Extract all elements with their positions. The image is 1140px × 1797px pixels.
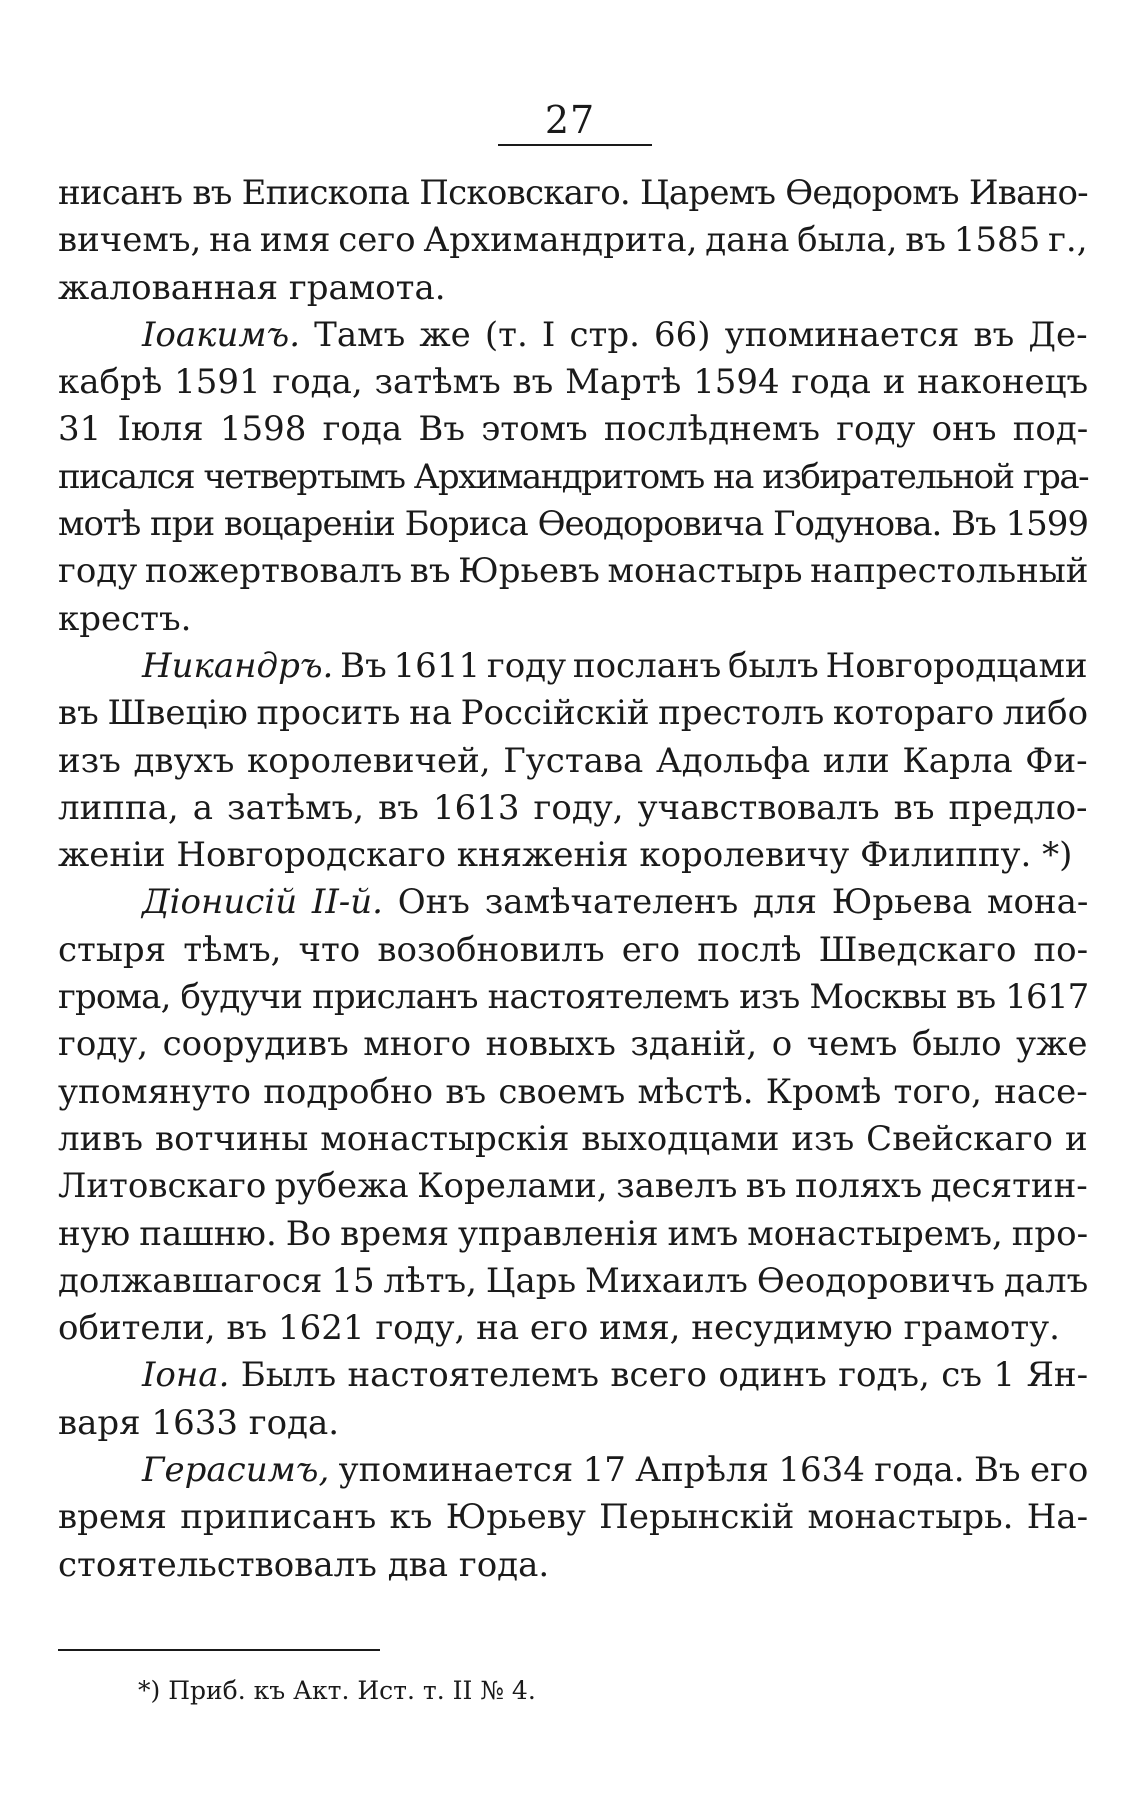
page-number: 27 <box>544 98 596 142</box>
line-rest: Тамъ же (т. I стр. 66) упоминается въ Де- <box>300 314 1088 355</box>
paragraph-iona <box>58 1352 1088 1447</box>
line-rest: Былъ настоятелемъ всего одинъ годъ, съ 1 Ян- <box>229 1355 1089 1396</box>
text-line: должавшагося 15 лѣтъ, Царь Михаилъ Ѳеодоровичъ далъ <box>58 1260 1089 1301</box>
main-text <box>58 170 1088 1589</box>
paragraph-dionisiy <box>58 879 1088 1352</box>
text-line <box>142 1352 1088 1399</box>
text-line: упомянуто подробно въ своемъ мѣстѣ. Кромѣ того, насе- <box>58 1071 1088 1112</box>
text-line: мотѣ при воцареніи Бориса Ѳеодоровича Годунова. Въ 1599 <box>58 504 1089 545</box>
line-rest: Онъ замѣчателенъ для Юрьева мона- <box>382 882 1089 923</box>
text-line: году пожертвовалъ въ Юрьевъ монастырь напрестольный <box>58 551 1089 592</box>
abbot-name: Іоакимъ. <box>142 314 301 355</box>
text-line <box>142 879 1088 926</box>
text-line <box>142 643 1088 690</box>
paragraph-nikandr <box>58 643 1088 879</box>
text-line: вичемъ, на имя сего Архимандрита, дана была, въ 1585 г., <box>58 220 1088 261</box>
abbot-name: Никандръ. <box>142 645 334 686</box>
text-line: ную пашню. Во время управленія имъ монастыремъ, про- <box>58 1213 1089 1254</box>
text-line: липпа, а затѣмъ, въ 1613 году, учавствовалъ въ предло- <box>58 787 1088 828</box>
text-line: кабрѣ 1591 года, затѣмъ въ Мартѣ 1594 года и наконецъ <box>58 362 1089 403</box>
text-line: жалованная грамота. <box>58 267 446 308</box>
text-line: году, соорудивъ много новыхъ зданій, о чемъ было уже <box>58 1024 1088 1065</box>
text-line <box>142 312 1088 359</box>
paragraph-continuation <box>58 170 1088 312</box>
text-line: грома, будучи присланъ настоятелемъ изъ Москвы въ 1617 <box>58 977 1089 1018</box>
text-line: женіи Новгородскаго княженія королевичу Филиппу. *) <box>58 835 1073 876</box>
line-rest: упоминается 17 Апрѣля 1634 года. Въ его <box>329 1450 1089 1491</box>
text-line <box>142 1447 1088 1494</box>
paragraph-ioakim <box>58 312 1088 643</box>
text-line: 31 Іюля 1598 года Въ этомъ послѣднемъ году онъ под- <box>58 409 1089 450</box>
line-rest: Въ 1611 году посланъ былъ Новгородцами <box>333 645 1088 686</box>
text-line: нисанъ въ Епископа Псковскаго. Царемъ Ѳедоромъ Ивано- <box>58 173 1088 213</box>
abbot-name: Діонисій II-й. <box>142 882 383 923</box>
text-line: писался четвертымъ Архимандритомъ на избирательной гра- <box>58 456 1089 497</box>
text-line: Литовскаго рубежа Корелами, завелъ въ поляхъ десятин- <box>58 1166 1088 1207</box>
text-line: обители, въ 1621 году, на его имя, несудимую грамоту. <box>58 1308 1060 1349</box>
header-rule <box>498 144 652 146</box>
text-line: стоятельствовалъ два года. <box>58 1544 550 1585</box>
footnote: *) Приб. къ Акт. Ист. т. II № 4. <box>138 1676 536 1705</box>
text-line: варя 1633 года. <box>58 1402 340 1443</box>
text-line: крестъ. <box>58 598 192 639</box>
abbot-name: Іона. <box>142 1355 230 1396</box>
text-line: въ Швецію просить на Россійскій престолъ котораго либо <box>58 693 1089 734</box>
text-line: изъ двухъ королевичей, Густава Адольфа или Карла Фи- <box>58 740 1088 781</box>
footnote-rule <box>58 1649 380 1651</box>
text-line: ливъ вотчины монастырскія выходцами изъ Свейскаго и <box>58 1118 1088 1159</box>
text-line: стыря тѣмъ, что возобновилъ его послѣ Шведскаго по- <box>58 929 1089 970</box>
paragraph-gerasim <box>58 1447 1088 1589</box>
text-line: время приписанъ къ Юрьеву Перынскій монастырь. На- <box>58 1497 1089 1538</box>
abbot-name: Герасимъ, <box>142 1450 330 1491</box>
